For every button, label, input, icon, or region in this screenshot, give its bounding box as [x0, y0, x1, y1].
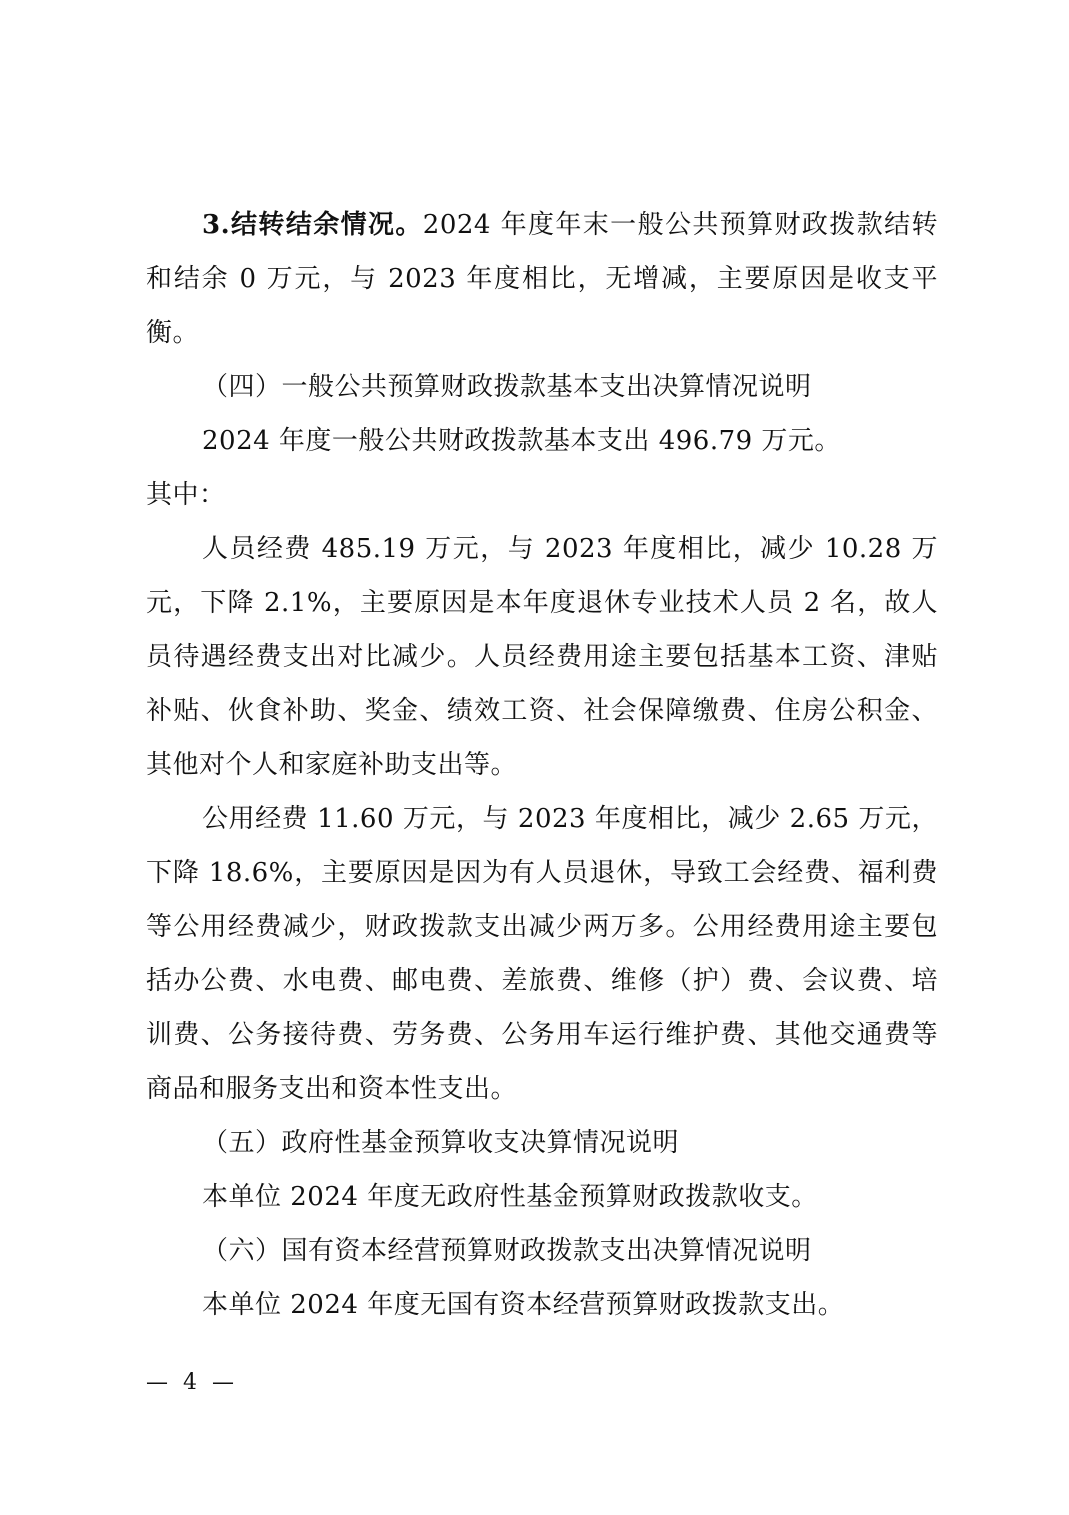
section-3-text: 2024 年度年末一般公共预算财政拨款结转和结余 0 万元，与 2023 年度相比，无增减，主要原因是收支平衡。	[146, 210, 938, 348]
heading-section-4: （四）一般公共预算财政拨款基本支出决算情况说明	[202, 372, 812, 402]
heading-section-5: （五）政府性基金预算收支决算情况说明	[202, 1128, 680, 1158]
paragraph-state-capital: 本单位 2024 年度无国有资本经营预算财政拨款支出。	[202, 1290, 845, 1320]
paragraph-government-fund: 本单位 2024 年度无政府性基金预算财政拨款收支。	[202, 1182, 818, 1212]
paragraph-carryover	[146, 198, 938, 360]
paragraph-basic-expenditure: 2024 年度一般公共财政拨款基本支出 496.79 万元。	[202, 426, 841, 456]
document-body	[146, 198, 938, 1332]
paragraph-among-which: 其中：	[146, 480, 226, 510]
heading-section-6: （六）国有资本经营预算财政拨款支出决算情况说明	[202, 1236, 812, 1266]
page-number: — 4 —	[146, 1370, 238, 1395]
paragraph-personnel-expense: 人员经费 485.19 万元，与 2023 年度相比，减少 10.28 万元，下降 2.1%，主要原因是本年度退休专业技术人员 2 名，故人员待遇经费支出对比减少。人员经费用途主要包括基本工资、津贴补贴、伙食补助、奖金、绩效工资、社会保障缴费、住房公积金、其他对个人和家庭补助支出等。	[146, 534, 938, 780]
paragraph-public-expense: 公用经费 11.60 万元，与 2023 年度相比，减少 2.65 万元，下降 18.6%，主要原因是因为有人员退休，导致工会经费、福利费等公用经费减少，财政拨款支出减少两万多。公用经费用途主要包括办公费、水电费、邮电费、差旅费、维修（护）费、会议费、培训费、公务接待费、劳务费、公务用车运行维护费、其他交通费等商品和服务支出和资本性支出。	[146, 804, 938, 1104]
section-3-title: 3.结转结余情况。	[202, 210, 423, 240]
